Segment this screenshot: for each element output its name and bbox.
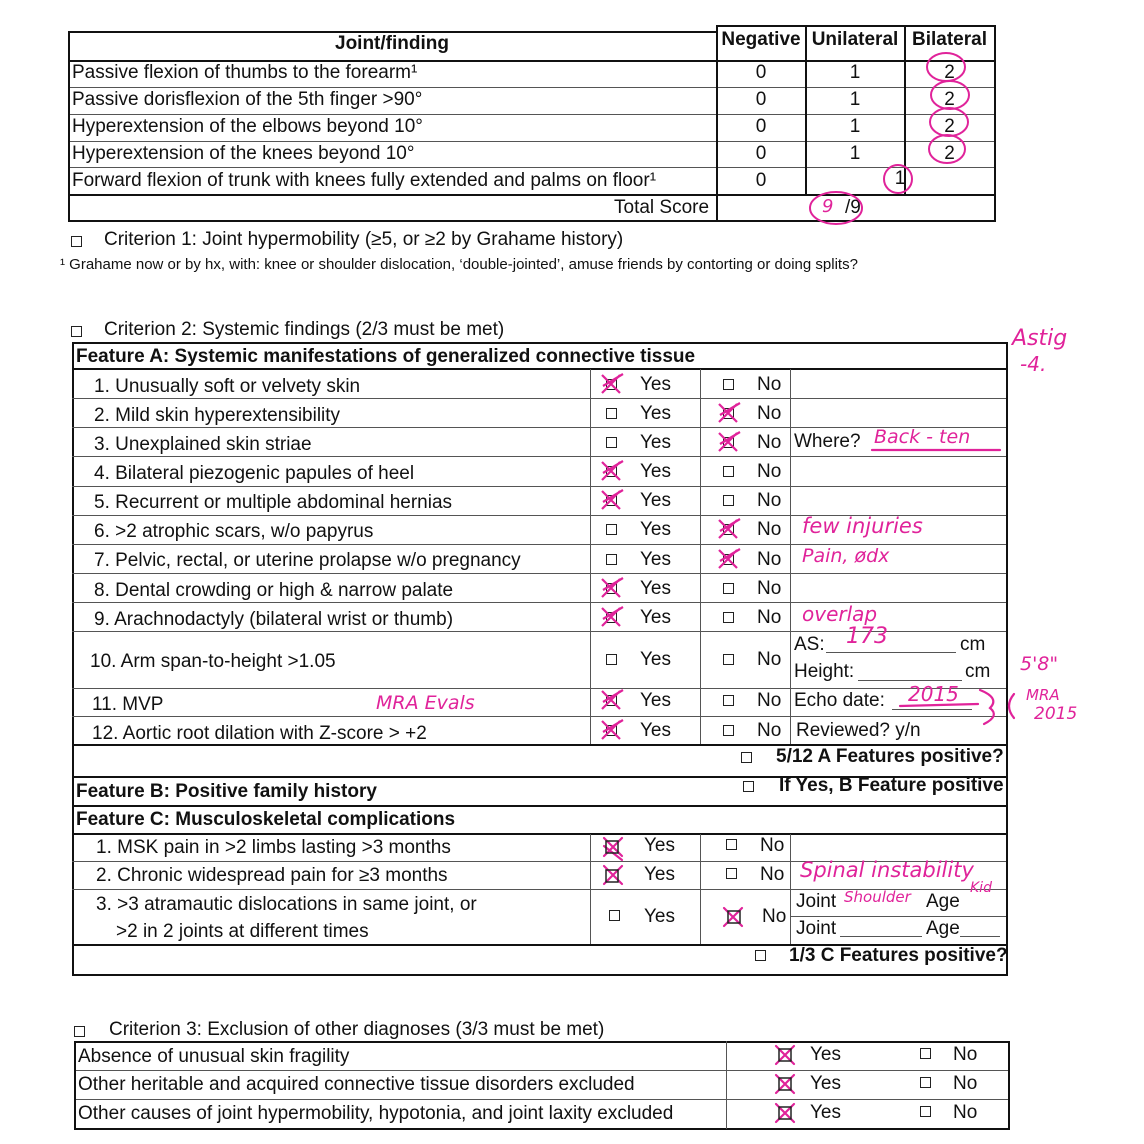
- handwritten-height: 5'8": [1020, 653, 1059, 675]
- no-label: No: [757, 374, 782, 395]
- handwritten-arm-span: 173: [846, 624, 888, 649]
- no-label: No: [757, 403, 782, 424]
- total-score-suffix: /9: [845, 197, 861, 218]
- joint-label: Joint: [796, 891, 837, 912]
- feature-c-title: Feature C: Musculoskeletal complications: [76, 809, 456, 830]
- handwritten-spinal: Spinal instability: [800, 858, 974, 882]
- header-joint: Joint/finding: [335, 33, 449, 54]
- yes-label: Yes: [640, 432, 671, 453]
- no-label: No: [953, 1102, 978, 1123]
- criterion3-label: Criterion 3: Exclusion of other diagnoses (3/3 must be met): [109, 1019, 605, 1040]
- age-label: Age: [926, 918, 960, 939]
- yes-label: Yes: [640, 690, 671, 711]
- handwritten-echo-year: 2015: [908, 682, 959, 706]
- no-label: No: [762, 906, 787, 927]
- yes-label: Yes: [640, 519, 671, 540]
- handwritten-mra: MRA: [1026, 686, 1060, 704]
- feature-c-item: 3. >3 atramautic dislocations in same joint, or: [96, 894, 477, 915]
- exclusion-item: Absence of unusual skin fragility: [78, 1046, 350, 1067]
- finding-label: Passive flexion of thumbs to the forearm¹: [72, 62, 418, 83]
- check-mark: [719, 519, 740, 538]
- no-label: No: [953, 1044, 978, 1065]
- feature-a-item: 10. Arm span-to-height >1.05: [90, 651, 336, 672]
- yes-label: Yes: [640, 403, 671, 424]
- check-mark: [602, 720, 623, 739]
- feature-a-item: 2. Mild skin hyperextensibility: [94, 405, 341, 426]
- header-negative: Negative: [721, 29, 801, 50]
- yes-label: Yes: [640, 649, 671, 670]
- no-label: No: [757, 490, 782, 511]
- score-bilateral: 1: [894, 168, 906, 189]
- score-unilateral: 1: [849, 62, 861, 83]
- finding-label: Forward flexion of trunk with knees fully extended and palms on floor¹: [72, 170, 657, 191]
- score-negative: 0: [755, 89, 767, 110]
- check-mark: [719, 549, 740, 568]
- handwritten-astig: Astig: [1012, 326, 1068, 351]
- yes-label: Yes: [640, 461, 671, 482]
- height-unit: cm: [965, 661, 991, 682]
- echo-date-label: Echo date:: [794, 690, 885, 711]
- feature-a-item: 4. Bilateral piezogenic papules of heel: [94, 463, 415, 484]
- yes-label: Yes: [644, 835, 675, 856]
- feature-a-item: 5. Recurrent or multiple abdominal hernias: [94, 492, 453, 513]
- handwritten-back: Back - ten: [874, 426, 971, 448]
- no-label: No: [953, 1073, 978, 1094]
- feature-a-item: 6. >2 atrophic scars, w/o papyrus: [94, 521, 374, 542]
- yes-label: Yes: [640, 578, 671, 599]
- check-mark: [602, 374, 623, 393]
- finding-label: Hyperextension of the elbows beyond 10°: [72, 116, 423, 137]
- feature-a-item: 9. Arachnodactyly (bilateral wrist or thumb): [94, 609, 454, 630]
- yes-label: Yes: [640, 490, 671, 511]
- check-mark: [719, 432, 740, 451]
- feature-c-item: 2. Chronic widespread pain for ≥3 months: [96, 865, 448, 886]
- feature-c-item: 1. MSK pain in >2 limbs lasting >3 months: [96, 837, 451, 858]
- yes-label: Yes: [644, 864, 675, 885]
- as-unit: cm: [960, 634, 986, 655]
- criterion1-footnote: ¹ Grahame now or by hx, with: knee or shoulder dislocation, ‘double-jointed’, amuse friends by contorting or doing splits?: [60, 256, 858, 273]
- criterion1-label: Criterion 1: Joint hypermobility (≥5, or ≥2 by Grahame history): [104, 229, 624, 250]
- score-negative: 0: [755, 116, 767, 137]
- handwritten-mra-year: 2015: [1034, 704, 1078, 724]
- feature-a-item: 1. Unusually soft or velvety skin: [94, 376, 361, 397]
- feature-a-item: 12. Aortic root dilation with Z-score > +2: [92, 723, 427, 744]
- no-label: No: [757, 549, 782, 570]
- score-negative: 0: [755, 170, 767, 191]
- yes-label: Yes: [640, 607, 671, 628]
- handwritten-pain: Pain, ødx: [802, 545, 890, 567]
- feature-a-item: 11. MVP: [92, 694, 164, 715]
- yes-label: Yes: [640, 720, 671, 741]
- yes-label: Yes: [640, 374, 671, 395]
- no-label: No: [757, 607, 782, 628]
- handwritten-mra-evals: MRA Evals: [376, 692, 475, 714]
- score-unilateral: 1: [849, 89, 861, 110]
- check-mark: [602, 690, 623, 709]
- score-unilateral: 1: [849, 116, 861, 137]
- height-label: Height:: [794, 661, 855, 682]
- score-negative: 0: [755, 62, 767, 83]
- handwritten-overlap: overlap: [802, 602, 878, 626]
- finding-label: Passive dorisflexion of the 5th finger >90°: [72, 89, 423, 110]
- no-label: No: [757, 432, 782, 453]
- check-mark: [602, 461, 623, 480]
- where-label: Where?: [794, 431, 861, 452]
- feature-a-title: Feature A: Systemic manifestations of generalized connective tissue: [76, 346, 696, 367]
- finding-label: Hyperextension of the knees beyond 10°: [72, 143, 415, 164]
- score-unilateral: 1: [849, 143, 861, 164]
- as-label: AS:: [794, 634, 825, 655]
- feature-a-item: 8. Dental crowding or high & narrow palate: [94, 580, 454, 601]
- no-label: No: [757, 649, 782, 670]
- yes-label: Yes: [640, 549, 671, 570]
- handwritten-few-injuries: few injuries: [802, 514, 923, 538]
- no-label: No: [760, 835, 785, 856]
- age-label: Age: [926, 891, 960, 912]
- feature-a-item: 7. Pelvic, rectal, or uterine prolapse w/o pregnancy: [94, 550, 521, 571]
- exclusion-item: Other heritable and acquired connective tissue disorders excluded: [78, 1074, 635, 1095]
- yes-label: Yes: [810, 1044, 841, 1065]
- no-label: No: [757, 461, 782, 482]
- check-mark: [602, 578, 623, 597]
- handwritten-kid: Kid: [970, 880, 992, 896]
- total-score-value: 9: [822, 196, 834, 217]
- no-label: No: [760, 864, 785, 885]
- score-bilateral: 2: [944, 143, 955, 164]
- score-bilateral: 2: [944, 116, 955, 137]
- check-mark: [602, 607, 623, 626]
- reviewed-label: Reviewed? y/n: [796, 720, 921, 741]
- joint-label: Joint: [796, 918, 837, 939]
- criterion2-label: Criterion 2: Systemic findings (2/3 must be met): [104, 319, 505, 340]
- header-unilateral: Unilateral: [811, 29, 899, 50]
- check-mark: [719, 403, 740, 422]
- score-bilateral: 2: [944, 62, 955, 83]
- yes-label: Yes: [810, 1102, 841, 1123]
- score-bilateral: 2: [944, 89, 955, 110]
- handwritten-shoulder: Shoulder: [844, 888, 911, 906]
- feature-a-item: 3. Unexplained skin striae: [94, 434, 312, 455]
- header-bilateral: Bilateral: [912, 29, 987, 50]
- total-score-label: Total Score: [614, 197, 710, 218]
- b-summary: If Yes, B Feature positive: [779, 775, 1004, 796]
- handwritten-astig-value: -4.: [1020, 352, 1047, 376]
- no-label: No: [757, 690, 782, 711]
- check-mark: [602, 490, 623, 509]
- no-label: No: [757, 720, 782, 741]
- feature-c-item: >2 in 2 joints at different times: [116, 921, 369, 942]
- no-label: No: [757, 519, 782, 540]
- yes-label: Yes: [810, 1073, 841, 1094]
- no-label: No: [757, 578, 782, 599]
- a-summary: 5/12 A Features positive?: [776, 746, 1004, 767]
- score-negative: 0: [755, 143, 767, 164]
- yes-label: Yes: [644, 906, 675, 927]
- c-summary: 1/3 C Features positive?: [789, 945, 1008, 966]
- exclusion-item: Other causes of joint hypermobility, hypotonia, and joint laxity excluded: [78, 1103, 674, 1124]
- feature-b-title: Feature B: Positive family history: [76, 781, 377, 802]
